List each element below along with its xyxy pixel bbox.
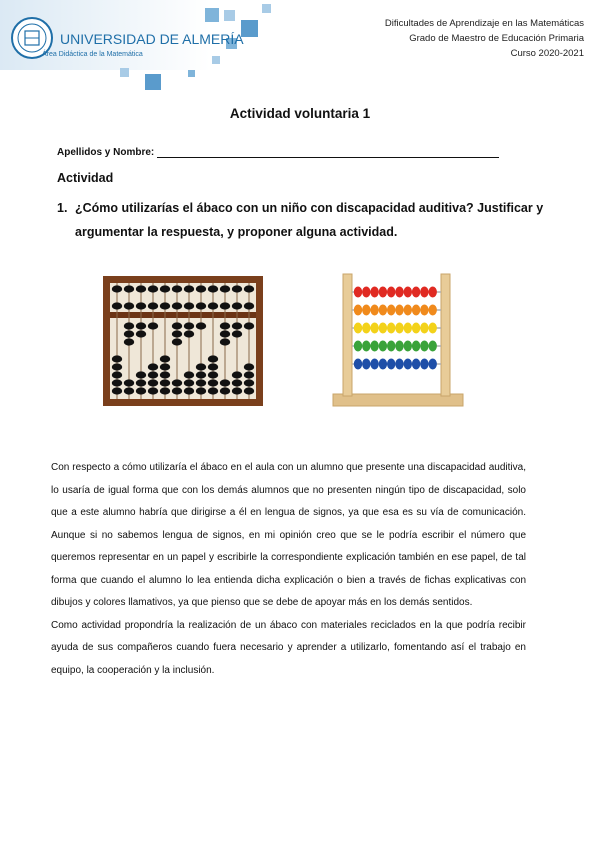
abacus-bead	[232, 285, 242, 292]
course-title: Dificultades de Aprendizaje en las Matemáticas	[384, 18, 584, 29]
abacus-bead	[148, 387, 158, 394]
abacus-bead	[160, 302, 170, 309]
abacus-bead	[196, 387, 206, 394]
abacus-bead	[208, 371, 218, 378]
abacus-bead	[184, 379, 194, 386]
abacus-bead	[244, 379, 254, 386]
abacus-bead	[404, 287, 412, 298]
answer-paragraph-1: Con respecto a cómo utilizaría el ábaco en el aula con un alumno que presente una discapacidad auditiva, lo usaría de igual forma que con los demás alumnos que no presenten ningún tipo de discapacidad, solo que a este alumno habría que dirigirse a él en lengua de signos, ya que esa es su vía de comunicación. Aunque si no sabemos lengua de signos, en mi opinión creo que se le podría escribir el número que queremos representar en un papel y escribirle la correspondiente explicación también en ese papel, de tal forma que cuando el alumno lo lea entienda dicha explicación o bien a través de fichas explicativas con dibujos y colores llamativos, ya que pienso que se debe de apoyar más en los demás sentidos.	[51, 462, 526, 608]
abacus-bead	[354, 341, 362, 352]
university-name: UNIVERSIDAD DE ALMERÍA	[60, 31, 244, 47]
abacus-bead	[404, 305, 412, 316]
abacus-bead	[354, 287, 362, 298]
abacus-bead	[184, 387, 194, 394]
question	[57, 196, 557, 244]
abacus-bead	[379, 359, 387, 370]
abacus-bead	[370, 305, 378, 316]
abacus-bead	[184, 330, 194, 337]
abacus-bead	[232, 322, 242, 329]
abacus-bead	[172, 379, 182, 386]
abacus-bead	[379, 287, 387, 298]
abacus-bead	[244, 371, 254, 378]
abacus-bead	[395, 341, 403, 352]
abacus-bead	[429, 341, 437, 352]
abacus-bead	[379, 323, 387, 334]
abacus-bead	[395, 359, 403, 370]
abacus-right-post	[441, 274, 450, 396]
question-text: ¿Cómo utilizarías el ábaco con un niño con discapacidad auditiva? Justificar y argumentar la respuesta, y proponer alguna actividad.	[75, 201, 544, 239]
abacus-bead	[420, 341, 428, 352]
abacus-bead	[370, 359, 378, 370]
abacus-bead	[429, 305, 437, 316]
abacus-bead	[420, 359, 428, 370]
abacus-bead	[420, 287, 428, 298]
academic-year: Curso 2020-2021	[510, 48, 584, 59]
section-heading: Actividad	[57, 171, 114, 185]
abacus-bead	[429, 287, 437, 298]
abacus-bead	[404, 323, 412, 334]
abacus-bead	[412, 341, 420, 352]
abacus-bead	[208, 302, 218, 309]
abacus-bead	[208, 387, 218, 394]
abacus-bead	[184, 302, 194, 309]
abacus-bead	[136, 379, 146, 386]
abacus-bead	[220, 330, 230, 337]
abacus-bead	[208, 285, 218, 292]
abacus-bead	[208, 363, 218, 370]
abacus-bead	[196, 379, 206, 386]
abacus-bead	[136, 285, 146, 292]
abacus-bead	[112, 355, 122, 362]
abacus-bead	[244, 322, 254, 329]
abacus-bead	[387, 305, 395, 316]
abacus-bead	[429, 323, 437, 334]
abacus-bead	[370, 287, 378, 298]
abacus-bead	[112, 371, 122, 378]
abacus-bead	[172, 338, 182, 345]
colored-abacus-image	[323, 264, 469, 414]
abacus-bead	[220, 322, 230, 329]
abacus-bead	[379, 305, 387, 316]
abacus-bead	[184, 371, 194, 378]
abacus-bead	[196, 363, 206, 370]
abacus-bead	[148, 379, 158, 386]
abacus-bead	[387, 341, 395, 352]
abacus-bead	[124, 285, 134, 292]
abacus-bead	[420, 323, 428, 334]
course-info	[385, 16, 584, 61]
abacus-bead	[395, 323, 403, 334]
abacus-bead	[244, 302, 254, 309]
abacus-bead	[362, 341, 370, 352]
wooden-abacus-image	[103, 276, 263, 406]
abacus-bead	[244, 363, 254, 370]
abacus-bead	[148, 285, 158, 292]
abacus-bead	[354, 305, 362, 316]
abacus-bead	[412, 305, 420, 316]
abacus-bead	[148, 363, 158, 370]
abacus-bead	[395, 305, 403, 316]
abacus-bead	[172, 302, 182, 309]
department-subtitle: Área Didáctica de la Matemática	[42, 51, 143, 58]
abacus-bead	[208, 379, 218, 386]
abacus-bead	[404, 341, 412, 352]
abacus-bead	[148, 322, 158, 329]
document-title: Actividad voluntaria 1	[229, 106, 371, 121]
abacus-bead	[172, 330, 182, 337]
abacus-bead	[124, 387, 134, 394]
abacus-bead	[379, 341, 387, 352]
name-label: Apellidos y Nombre:	[57, 147, 155, 158]
abacus-bead	[354, 323, 362, 334]
abacus-bead	[112, 387, 122, 394]
abacus-bead	[124, 330, 134, 337]
abacus-bead	[220, 302, 230, 309]
abacus-bead	[160, 379, 170, 386]
abacus-bead	[412, 323, 420, 334]
abacus-bead	[244, 387, 254, 394]
abacus-bead	[220, 338, 230, 345]
abacus-bead	[160, 371, 170, 378]
abacus-bead	[124, 322, 134, 329]
abacus-bead	[395, 287, 403, 298]
abacus-bead	[172, 285, 182, 292]
abacus-bead	[362, 287, 370, 298]
abacus-bead	[220, 285, 230, 292]
question-number: 1.	[57, 201, 68, 215]
answer-paragraph-2: Como actividad propondría la realización de un ábaco con materiales reciclados en la que podría recibir ayuda de sus compañeros cuando fuera necesario y aprender a utilizarlo, fomentando así el trabajo en equipo, la cooperación y la inclusión.	[51, 619, 526, 676]
abacus-bead	[429, 359, 437, 370]
abacus-bead	[354, 359, 362, 370]
abacus-bead	[196, 371, 206, 378]
abacus-bead	[124, 379, 134, 386]
abacus-bead	[362, 359, 370, 370]
abacus-bead	[148, 302, 158, 309]
degree-name: Grado de Maestro de Educación Primaria	[409, 33, 584, 44]
abacus-bead	[412, 359, 420, 370]
abacus-bead	[112, 285, 122, 292]
abacus-bead	[136, 330, 146, 337]
abacus-left-post	[343, 274, 352, 396]
abacus-bead	[196, 285, 206, 292]
abacus-bead	[184, 285, 194, 292]
abacus-bead	[387, 287, 395, 298]
abacus-divider-bar	[110, 312, 256, 318]
abacus-bead	[136, 322, 146, 329]
abacus-bead	[362, 305, 370, 316]
abacus-bead	[232, 387, 242, 394]
university-banner	[0, 0, 285, 95]
abacus-bead	[184, 322, 194, 329]
abacus-bead	[362, 323, 370, 334]
abacus-bead	[112, 379, 122, 386]
abacus-bead	[208, 355, 218, 362]
abacus-bead	[420, 305, 428, 316]
abacus-bead	[370, 341, 378, 352]
abacus-bead	[387, 323, 395, 334]
abacus-bead	[112, 302, 122, 309]
abacus-bead	[172, 387, 182, 394]
answer-text	[51, 457, 526, 682]
abacus-bead	[244, 285, 254, 292]
abacus-bead	[232, 371, 242, 378]
abacus-bead	[220, 387, 230, 394]
abacus-bead	[160, 363, 170, 370]
abacus-bead	[124, 338, 134, 345]
abacus-bead	[412, 287, 420, 298]
abacus-bead	[124, 302, 134, 309]
abacus-bead	[136, 302, 146, 309]
abacus-bead	[160, 355, 170, 362]
abacus-bead	[220, 379, 230, 386]
abacus-bead	[370, 323, 378, 334]
abacus-bead	[160, 387, 170, 394]
abacus-bead	[196, 322, 206, 329]
abacus-bead	[404, 359, 412, 370]
abacus-bead	[136, 387, 146, 394]
name-field	[57, 147, 499, 158]
abacus-bead	[232, 302, 242, 309]
name-blank-line[interactable]	[157, 147, 499, 158]
abacus-bead	[148, 371, 158, 378]
abacus-bead	[172, 322, 182, 329]
abacus-bead	[387, 359, 395, 370]
abacus-bead	[232, 379, 242, 386]
abacus-bead	[136, 371, 146, 378]
abacus-bead	[112, 363, 122, 370]
abacus-bead	[232, 330, 242, 337]
abacus-bead	[160, 285, 170, 292]
abacus-bead	[196, 302, 206, 309]
